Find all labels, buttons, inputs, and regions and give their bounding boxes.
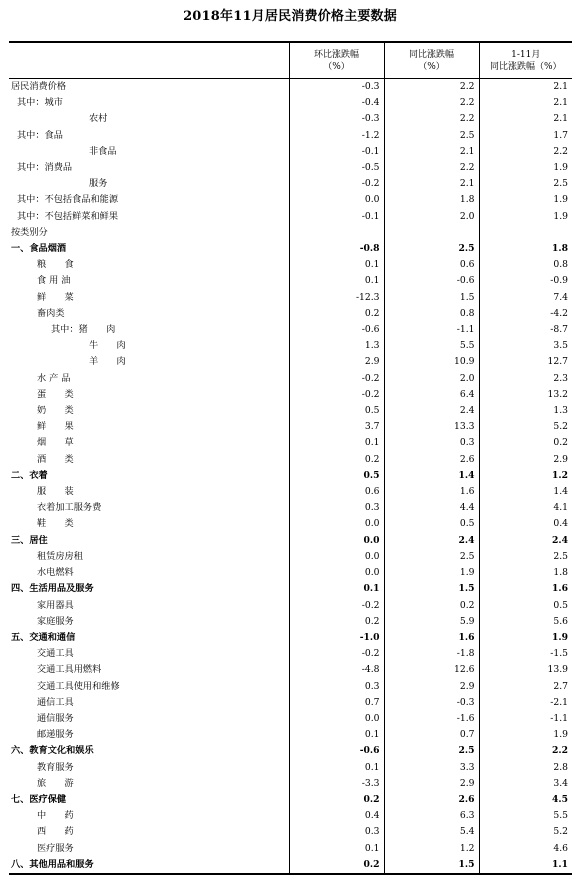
cell-ytd: 1.2 — [479, 468, 572, 484]
cell-mom: -12.3 — [289, 290, 384, 306]
cell-ytd: 0.2 — [479, 435, 572, 451]
cell-mom: -0.3 — [289, 79, 384, 96]
row-label: 其中：不包括鲜菜和鲜果 — [17, 210, 119, 222]
cell-ytd: 0.4 — [479, 516, 572, 532]
table-row — [9, 484, 572, 500]
table-row — [9, 371, 572, 387]
table-row — [9, 176, 572, 192]
row-label: 鞋 类 — [37, 518, 74, 530]
table-row — [9, 241, 572, 257]
cell-mom: -0.6 — [289, 743, 384, 759]
cell-ytd: 12.7 — [479, 354, 572, 370]
table-row — [9, 290, 572, 306]
cell-mom: 0.1 — [289, 273, 384, 289]
row-label: 羊 肉 — [89, 356, 126, 368]
cell-yoy: 6.3 — [384, 808, 479, 824]
cell-ytd — [479, 225, 572, 241]
cell-ytd: 1.8 — [479, 565, 572, 581]
row-label: 其中：猪 肉 — [51, 324, 116, 336]
table-row — [9, 581, 572, 597]
cell-mom: 0.2 — [289, 452, 384, 468]
row-label: 畜肉类 — [37, 307, 65, 319]
row-label: 通信服务 — [37, 712, 74, 724]
cell-ytd: 3.4 — [479, 776, 572, 792]
cell-yoy: 1.6 — [384, 484, 479, 500]
cell-yoy: 10.9 — [384, 354, 479, 370]
cell-yoy: 0.3 — [384, 435, 479, 451]
cell-yoy: 2.4 — [384, 403, 479, 419]
cell-ytd: 1.3 — [479, 403, 572, 419]
table-row — [9, 743, 572, 759]
row-label: 家用器具 — [37, 599, 74, 611]
cell-yoy: 2.2 — [384, 160, 479, 176]
table-row — [9, 257, 572, 273]
cell-yoy: 1.8 — [384, 192, 479, 208]
table-row — [9, 468, 572, 484]
cell-yoy: 5.4 — [384, 824, 479, 840]
table-row — [9, 452, 572, 468]
cell-ytd: 1.9 — [479, 630, 572, 646]
cell-mom: 3.7 — [289, 419, 384, 435]
table-row — [9, 711, 572, 727]
row-label: 服 装 — [37, 486, 74, 498]
cell-yoy: 2.6 — [384, 792, 479, 808]
cell-mom: -0.6 — [289, 322, 384, 338]
table-row — [9, 403, 572, 419]
cell-mom: -0.3 — [289, 111, 384, 127]
table-row — [9, 209, 572, 225]
cell-mom: 0.1 — [289, 435, 384, 451]
cell-yoy — [384, 225, 479, 241]
cell-yoy: 2.2 — [384, 111, 479, 127]
table-row — [9, 338, 572, 354]
cell-yoy: 2.5 — [384, 549, 479, 565]
row-label: 水电燃料 — [37, 567, 74, 579]
cell-ytd: 2.7 — [479, 679, 572, 695]
table-row — [9, 646, 572, 662]
cell-ytd: -0.9 — [479, 273, 572, 289]
table-row — [9, 727, 572, 743]
row-label: 旅 游 — [37, 777, 74, 789]
table-row — [9, 857, 572, 874]
cell-mom: 0.3 — [289, 679, 384, 695]
cell-ytd: 2.2 — [479, 144, 572, 160]
cell-ytd: 5.2 — [479, 824, 572, 840]
table-row — [9, 435, 572, 451]
cell-ytd: 3.5 — [479, 338, 572, 354]
cell-yoy: 2.0 — [384, 209, 479, 225]
row-label: 酒 类 — [37, 453, 74, 465]
table-row — [9, 533, 572, 549]
cell-yoy: -1.8 — [384, 646, 479, 662]
cell-yoy: 1.6 — [384, 630, 479, 646]
table-row — [9, 549, 572, 565]
cpi-table — [9, 41, 572, 875]
cell-ytd: 2.4 — [479, 533, 572, 549]
cell-ytd: 2.2 — [479, 743, 572, 759]
cell-ytd: 1.9 — [479, 209, 572, 225]
cell-yoy: -0.6 — [384, 273, 479, 289]
cell-yoy: 0.2 — [384, 598, 479, 614]
cell-mom: 0.0 — [289, 533, 384, 549]
row-label: 六、教育文化和娱乐 — [11, 745, 94, 757]
table-row — [9, 387, 572, 403]
cell-mom: -0.2 — [289, 646, 384, 662]
cell-mom: 0.1 — [289, 760, 384, 776]
cell-ytd: 2.5 — [479, 176, 572, 192]
cell-mom: -0.5 — [289, 160, 384, 176]
cell-yoy: 0.8 — [384, 306, 479, 322]
row-label: 食 用 油 — [37, 275, 71, 287]
cell-mom: 0.3 — [289, 500, 384, 516]
cell-yoy: 0.7 — [384, 727, 479, 743]
row-label: 租赁房房租 — [37, 550, 83, 562]
cell-ytd: 2.5 — [479, 549, 572, 565]
table-row — [9, 95, 572, 111]
cell-mom: 0.0 — [289, 711, 384, 727]
cell-mom: -0.2 — [289, 598, 384, 614]
cell-yoy: 2.9 — [384, 776, 479, 792]
cell-mom: 0.7 — [289, 695, 384, 711]
row-label: 八、其他用品和服务 — [9, 857, 289, 874]
table-row — [9, 598, 572, 614]
cell-yoy: 5.5 — [384, 338, 479, 354]
row-label: 其中：食品 — [17, 129, 63, 141]
cell-yoy: 1.5 — [384, 290, 479, 306]
row-label: 按类别分 — [11, 226, 48, 238]
table-row — [9, 662, 572, 678]
cell-yoy: 2.5 — [384, 128, 479, 144]
row-label: 一、食品烟酒 — [11, 243, 67, 255]
cell-ytd: 1.9 — [479, 727, 572, 743]
row-label: 衣着加工服务费 — [37, 502, 102, 514]
cell-mom: 0.0 — [289, 549, 384, 565]
table-row — [9, 565, 572, 581]
header-ytd-line2: 同比涨跌幅（%） — [489, 61, 562, 72]
table-row — [9, 679, 572, 695]
cell-yoy: 13.3 — [384, 419, 479, 435]
table-row — [9, 128, 572, 144]
table-row — [9, 792, 572, 808]
cell-mom: 0.0 — [289, 565, 384, 581]
cell-yoy: 4.4 — [384, 500, 479, 516]
table-row — [9, 273, 572, 289]
cell-ytd: 7.4 — [479, 290, 572, 306]
table-row — [9, 111, 572, 127]
cell-yoy: -0.3 — [384, 695, 479, 711]
row-label: 四、生活用品及服务 — [11, 583, 94, 595]
table-row — [9, 79, 572, 96]
row-label: 农村 — [89, 113, 108, 125]
row-label: 教育服务 — [37, 761, 74, 773]
table-row — [9, 841, 572, 857]
cell-ytd: 5.6 — [479, 614, 572, 630]
cell-mom: 0.2 — [289, 614, 384, 630]
cell-yoy: 0.6 — [384, 257, 479, 273]
cell-mom: -3.3 — [289, 776, 384, 792]
row-label: 烟 草 — [37, 437, 74, 449]
cell-yoy: 1.5 — [384, 581, 479, 597]
cell-yoy: 2.2 — [384, 95, 479, 111]
cell-mom: -4.8 — [289, 662, 384, 678]
cell-mom: -1.0 — [289, 630, 384, 646]
cell-ytd: 2.3 — [479, 371, 572, 387]
table-row — [9, 760, 572, 776]
table-row — [9, 614, 572, 630]
table-row — [9, 306, 572, 322]
table-row — [9, 695, 572, 711]
cell-ytd: 0.8 — [479, 257, 572, 273]
header-yoy-line1: 同比涨跌幅 — [408, 49, 454, 60]
table-row — [9, 322, 572, 338]
cell-mom: 0.5 — [289, 403, 384, 419]
cell-yoy: 1.5 — [384, 857, 479, 874]
row-label: 居民消费价格 — [11, 81, 67, 92]
cell-yoy: -1.6 — [384, 711, 479, 727]
row-label: 西 药 — [37, 826, 74, 838]
row-label: 服务 — [89, 178, 108, 190]
cell-mom: 0.3 — [289, 824, 384, 840]
cell-ytd: 2.8 — [479, 760, 572, 776]
header-mom-line1: 环比涨跌幅 — [313, 49, 359, 60]
cell-yoy: 2.2 — [384, 79, 479, 96]
cell-mom: -0.2 — [289, 387, 384, 403]
row-label: 二、衣着 — [11, 469, 48, 481]
row-label: 其中：城市 — [17, 97, 63, 109]
cell-mom: 0.4 — [289, 808, 384, 824]
cell-ytd: 2.1 — [479, 95, 572, 111]
cell-mom: 0.1 — [289, 581, 384, 597]
cell-yoy: 6.4 — [384, 387, 479, 403]
row-label: 蛋 类 — [37, 388, 74, 400]
cell-mom: -0.8 — [289, 241, 384, 257]
header-ytd-line1: 1-11月 — [511, 49, 541, 60]
cell-ytd: 5.5 — [479, 808, 572, 824]
cell-ytd: 1.7 — [479, 128, 572, 144]
header-ytd — [479, 42, 572, 79]
header-yoy-line2: （%） — [418, 61, 445, 72]
row-label: 鲜 果 — [37, 421, 74, 433]
cell-mom: 0.0 — [289, 516, 384, 532]
row-label: 医疗服务 — [37, 842, 74, 854]
cell-mom: -0.2 — [289, 371, 384, 387]
cell-ytd: 0.5 — [479, 598, 572, 614]
cell-mom: -1.2 — [289, 128, 384, 144]
cell-ytd: 13.2 — [479, 387, 572, 403]
cell-yoy: 1.4 — [384, 468, 479, 484]
cell-ytd: 2.9 — [479, 452, 572, 468]
cell-mom: 0.1 — [289, 257, 384, 273]
table-row — [9, 500, 572, 516]
table-row — [9, 354, 572, 370]
cell-yoy: 2.9 — [384, 679, 479, 695]
cell-mom: -0.1 — [289, 144, 384, 160]
cell-ytd: 5.2 — [479, 419, 572, 435]
cell-yoy: -1.1 — [384, 322, 479, 338]
header-row — [9, 42, 572, 79]
cell-mom: 0.1 — [289, 727, 384, 743]
cell-yoy: 2.1 — [384, 144, 479, 160]
row-label: 其中：不包括食品和能源 — [17, 194, 119, 206]
cell-ytd: 1.9 — [479, 192, 572, 208]
row-label: 交通工具 — [37, 648, 74, 660]
row-label: 水 产 品 — [37, 372, 71, 384]
table-row — [9, 144, 572, 160]
cell-yoy: 2.6 — [384, 452, 479, 468]
cell-ytd: 2.1 — [479, 79, 572, 96]
table-row — [9, 160, 572, 176]
row-label: 粮 食 — [37, 259, 74, 271]
row-label: 家庭服务 — [37, 615, 74, 627]
cell-mom: 0.0 — [289, 192, 384, 208]
cell-ytd: -2.1 — [479, 695, 572, 711]
cell-yoy: 12.6 — [384, 662, 479, 678]
table-row — [9, 630, 572, 646]
table-row — [9, 419, 572, 435]
table-row — [9, 516, 572, 532]
row-label: 牛 肉 — [89, 340, 126, 352]
cell-yoy: 2.0 — [384, 371, 479, 387]
cell-ytd: 4.6 — [479, 841, 572, 857]
cell-ytd: 4.1 — [479, 500, 572, 516]
cell-ytd: 1.4 — [479, 484, 572, 500]
row-label: 七、医疗保健 — [11, 793, 67, 805]
table-row — [9, 824, 572, 840]
row-label: 中 药 — [37, 810, 74, 822]
cell-mom: -0.2 — [289, 176, 384, 192]
cell-mom: 1.3 — [289, 338, 384, 354]
header-yoy — [384, 42, 479, 79]
cell-mom — [289, 225, 384, 241]
cell-ytd: 2.1 — [479, 111, 572, 127]
cell-ytd: 4.5 — [479, 792, 572, 808]
header-mom — [289, 42, 384, 79]
row-label: 鲜 菜 — [37, 291, 74, 303]
row-label: 通信工具 — [37, 696, 74, 708]
cell-ytd: -1.5 — [479, 646, 572, 662]
row-label: 五、交通和通信 — [11, 631, 76, 643]
row-label: 奶 类 — [37, 405, 74, 417]
cell-yoy: 2.1 — [384, 176, 479, 192]
cell-yoy: 5.9 — [384, 614, 479, 630]
cell-mom: 0.2 — [289, 306, 384, 322]
cell-mom: 0.1 — [289, 841, 384, 857]
cell-mom: 0.5 — [289, 468, 384, 484]
table-row — [9, 225, 572, 241]
cell-ytd: 1.8 — [479, 241, 572, 257]
cell-ytd: 1.6 — [479, 581, 572, 597]
cell-mom: -0.1 — [289, 209, 384, 225]
cell-yoy: 0.5 — [384, 516, 479, 532]
header-item — [9, 42, 289, 79]
row-label: 非食品 — [89, 145, 117, 157]
row-label: 三、居住 — [11, 534, 48, 546]
cell-yoy: 1.2 — [384, 841, 479, 857]
cell-yoy: 2.5 — [384, 241, 479, 257]
cell-mom: 0.2 — [289, 792, 384, 808]
row-label: 交通工具使用和维修 — [37, 680, 120, 692]
cell-ytd: 1.1 — [479, 857, 572, 874]
cell-ytd: -1.1 — [479, 711, 572, 727]
cell-yoy: 3.3 — [384, 760, 479, 776]
cell-ytd: -4.2 — [479, 306, 572, 322]
page-title: 2018年11月居民消费价格主要数据 — [183, 9, 397, 24]
cell-mom: 2.9 — [289, 354, 384, 370]
cell-yoy: 2.4 — [384, 533, 479, 549]
cell-mom: 0.2 — [289, 857, 384, 874]
table-row — [9, 776, 572, 792]
cell-ytd: -8.7 — [479, 322, 572, 338]
cell-mom: -0.4 — [289, 95, 384, 111]
table-row — [9, 192, 572, 208]
cell-ytd: 1.9 — [479, 160, 572, 176]
row-label: 其中：消费品 — [17, 162, 73, 174]
table-row — [9, 808, 572, 824]
cell-mom: 0.6 — [289, 484, 384, 500]
cell-yoy: 1.9 — [384, 565, 479, 581]
row-label: 交通工具用燃料 — [37, 664, 102, 676]
cell-yoy: 2.5 — [384, 743, 479, 759]
header-mom-line2: （%） — [323, 61, 350, 72]
cell-ytd: 13.9 — [479, 662, 572, 678]
row-label: 邮递服务 — [37, 729, 74, 741]
